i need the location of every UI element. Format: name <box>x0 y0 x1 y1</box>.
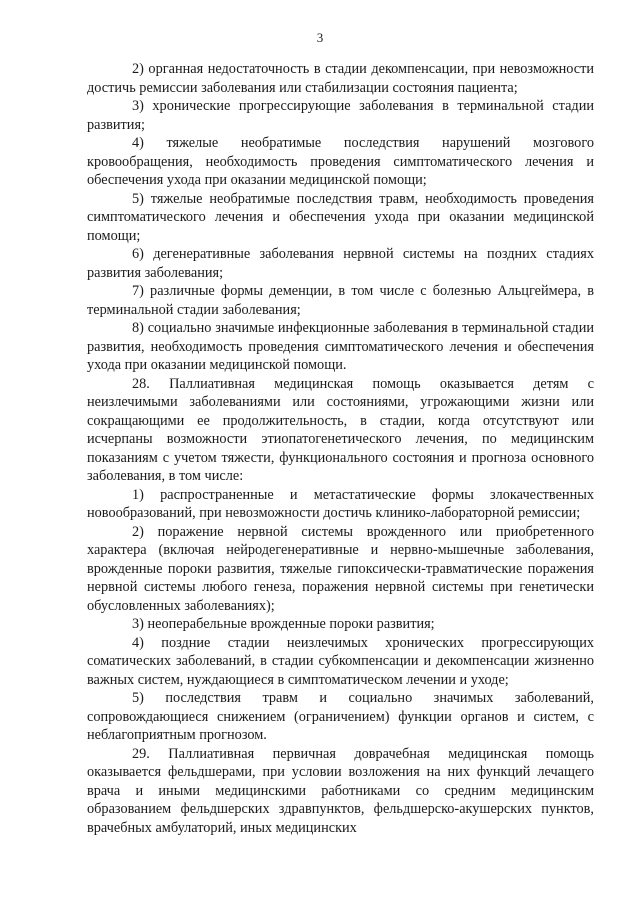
paragraph-28-item-5: 5) последствия травм и социально значимых заболеваний, сопровождающиеся снижением (ограничением) функции органов и систем, с неблагоприятным прогнозом. <box>87 690 594 743</box>
document-body <box>87 60 594 837</box>
paragraph-28-item-4: 4) поздние стадии неизлечимых хронических прогрессирующих соматических заболеваний, в стадии субкомпенсации и декомпенсации жизненно важных систем, нуждающиеся в симптоматическом лечении и уходе; <box>87 634 594 688</box>
paragraph-27-item-4: 4) тяжелые необратимые последствия нарушений мозгового кровообращения, необходимость проведения симптоматического лечения и обеспечения ухода при оказании медицинской помощи; <box>87 135 594 188</box>
paragraph-28-item-1: 1) распространенные и метастатические формы злокачественных новообразований, при невозможности достичь клинико-лабораторной ремиссии; <box>87 486 594 521</box>
paragraph-27-item-2: 2) органная недостаточность в стадии декомпенсации, при невозможности достичь ремиссии заболевания или стабилизации состояния пациента; <box>87 61 594 96</box>
paragraph-28-item-2: 2) поражение нервной системы врожденного или приобретенного характера (включая нейродегенеративные и нервно-мышечные заболевания, врожденные пороки развития, тяжелые гипоксически-травматические поражения нервной системы любого генеза, поражения нервной системы при генетически обусловленных заболеваниях); <box>87 523 594 614</box>
paragraph-29: 29. Паллиативная первичная доврачебная медицинская помощь оказывается фельдшерами, при условии возложения на них функций лечащего врача и иными медицинскими работниками со средним медицинским образованием фельдшерских здравпунктов, фельдшерско-акушерских пунктов, врачебных амбулаторий, иных медицинских <box>87 745 594 836</box>
paragraph-28-item-3: 3) неоперабельные врожденные пороки развития; <box>132 616 435 632</box>
page-number: 3 <box>316 30 324 45</box>
paragraph-28: 28. Паллиативная медицинская помощь оказывается детям с неизлечимыми заболеваниями или состояниями, угрожающими жизни или сокращающими ее продолжительность, в стадии, когда отсутствуют или исчерпаны возможности этиопатогенетического лечения, по медицинским показаниям с учетом тяжести, функционального состояния и прогноза основного заболевания, в том числе: <box>87 375 594 484</box>
paragraph-27-item-5: 5) тяжелые необратимые последствия травм, необходимость проведения симптоматического лечения и обеспечения ухода при оказании медицинской помощи; <box>87 190 594 244</box>
paragraph-27-item-3: 3) хронические прогрессирующие заболевания в терминальной стадии развития; <box>87 98 594 133</box>
paragraph-27-item-6: 6) дегенеративные заболевания нервной системы на поздних стадиях развития заболевания; <box>87 246 594 281</box>
paragraph-27-item-7: 7) различные формы деменции, в том числе с болезнью Альцгеймера, в терминальной стадии заболевания; <box>87 283 594 318</box>
paragraph-27-item-8: 8) социально значимые инфекционные заболевания в терминальной стадии развития, необходимость проведения симптоматического лечения и обеспечения ухода при оказании медицинской помощи. <box>87 320 594 373</box>
